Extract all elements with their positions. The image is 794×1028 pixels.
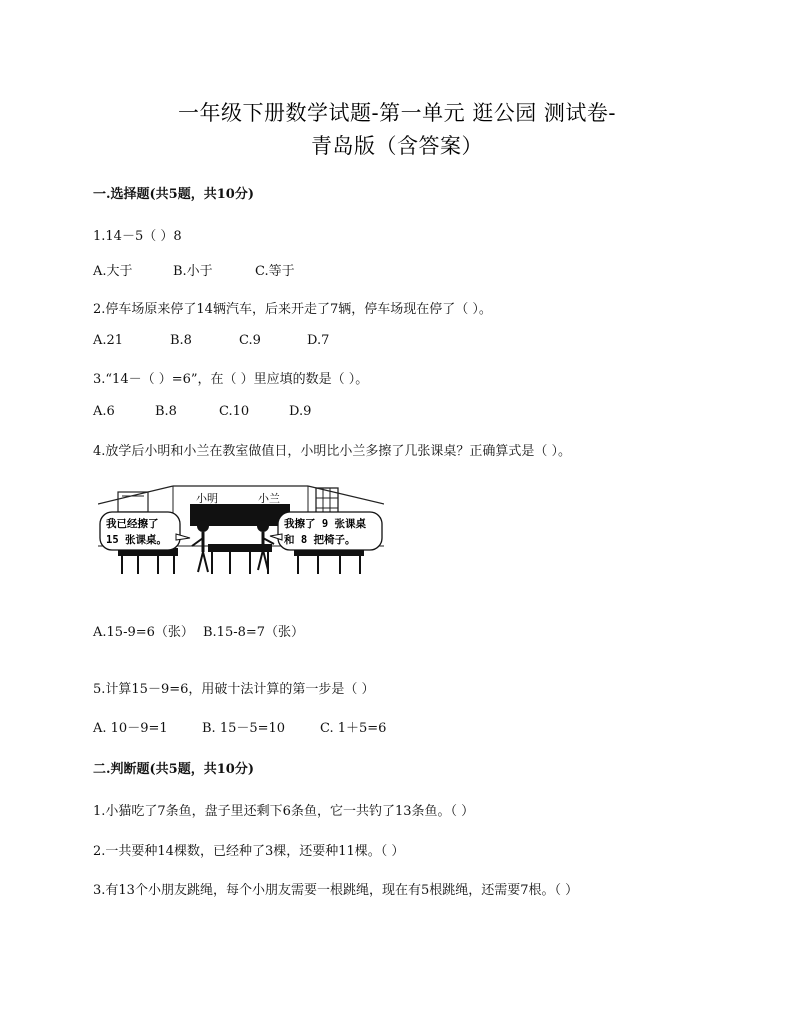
option-c: C. 1＋5=6 bbox=[320, 721, 387, 736]
option-a: A.15-9=6（张） bbox=[93, 625, 194, 640]
option-b: B.8 bbox=[170, 333, 192, 348]
title-line-1: 一年级下册数学试题-第一单元 逛公园 测试卷- bbox=[177, 101, 617, 125]
option-c: C.10 bbox=[219, 404, 250, 419]
judge-question-3: 3.有13个小朋友跳绳，每个小朋友需要一根跳绳，现在有5根跳绳，还需要7根。（ ） bbox=[93, 883, 579, 898]
question-4-text: 4.放学后小明和小兰在教室做值日，小明比小兰多擦了几张课桌？正确算式是（ ）。 bbox=[93, 444, 572, 459]
section-heading-choice: 一.选择题(共5题，共10分) bbox=[93, 187, 254, 202]
bubble-right-line-1: 我擦了 9 张课桌 bbox=[284, 518, 366, 530]
title-line-2: 青岛版（含答案） bbox=[311, 134, 483, 158]
bubble-left-line-1: 我已经擦了 bbox=[106, 518, 159, 530]
question-4-options bbox=[93, 621, 304, 640]
judge-question-1: 1.小猫吃了7条鱼，盘子里还剩下6条鱼，它一共钓了13条鱼。（ ） bbox=[93, 804, 475, 819]
option-b: B.8 bbox=[155, 404, 177, 419]
option-a: A.21 bbox=[93, 333, 124, 348]
label-xiaoming: 小明 bbox=[196, 492, 218, 505]
option-b: B. 15－5=10 bbox=[202, 721, 286, 736]
question-1-text: 1.14－5（ ）8 bbox=[93, 229, 182, 244]
label-xiaolan: 小兰 bbox=[258, 492, 280, 505]
bubble-left-line-2: 15 张课桌。 bbox=[106, 534, 167, 546]
question-1-options bbox=[93, 260, 295, 279]
question-5-options bbox=[93, 717, 386, 736]
question-2-text: 2.停车场原来停了14辆汽车，后来开走了7辆，停车场现在停了（ ）。 bbox=[93, 302, 492, 317]
option-a: A.大于 bbox=[93, 264, 133, 279]
question-3-text: 3.“14－（ ）=6”，在（ ）里应填的数是（ ）。 bbox=[93, 372, 369, 387]
option-a: A.6 bbox=[93, 404, 115, 419]
option-c: C.9 bbox=[239, 333, 261, 348]
section-heading-judge: 二.判断题(共5题，共10分) bbox=[93, 762, 254, 777]
question-2-options bbox=[93, 333, 329, 348]
option-b: B.小于 bbox=[173, 264, 213, 279]
option-d: D.7 bbox=[307, 333, 330, 348]
judge-question-2: 2.一共要种14棵数，已经种了3棵，还要种11棵。（ ） bbox=[93, 844, 405, 859]
bubble-right-line-2: 和 8 把椅子。 bbox=[284, 534, 356, 546]
classroom-illustration bbox=[98, 474, 384, 584]
option-d: D.9 bbox=[289, 404, 312, 419]
option-c: C.等于 bbox=[255, 264, 295, 279]
question-5-text: 5.计算15－9=6，用破十法计算的第一步是（ ） bbox=[93, 682, 375, 697]
option-b: B.15-8=7（张） bbox=[203, 625, 305, 640]
question-3-options bbox=[93, 404, 311, 419]
classroom-drawing bbox=[98, 474, 384, 584]
option-a: A. 10－9=1 bbox=[93, 721, 168, 736]
